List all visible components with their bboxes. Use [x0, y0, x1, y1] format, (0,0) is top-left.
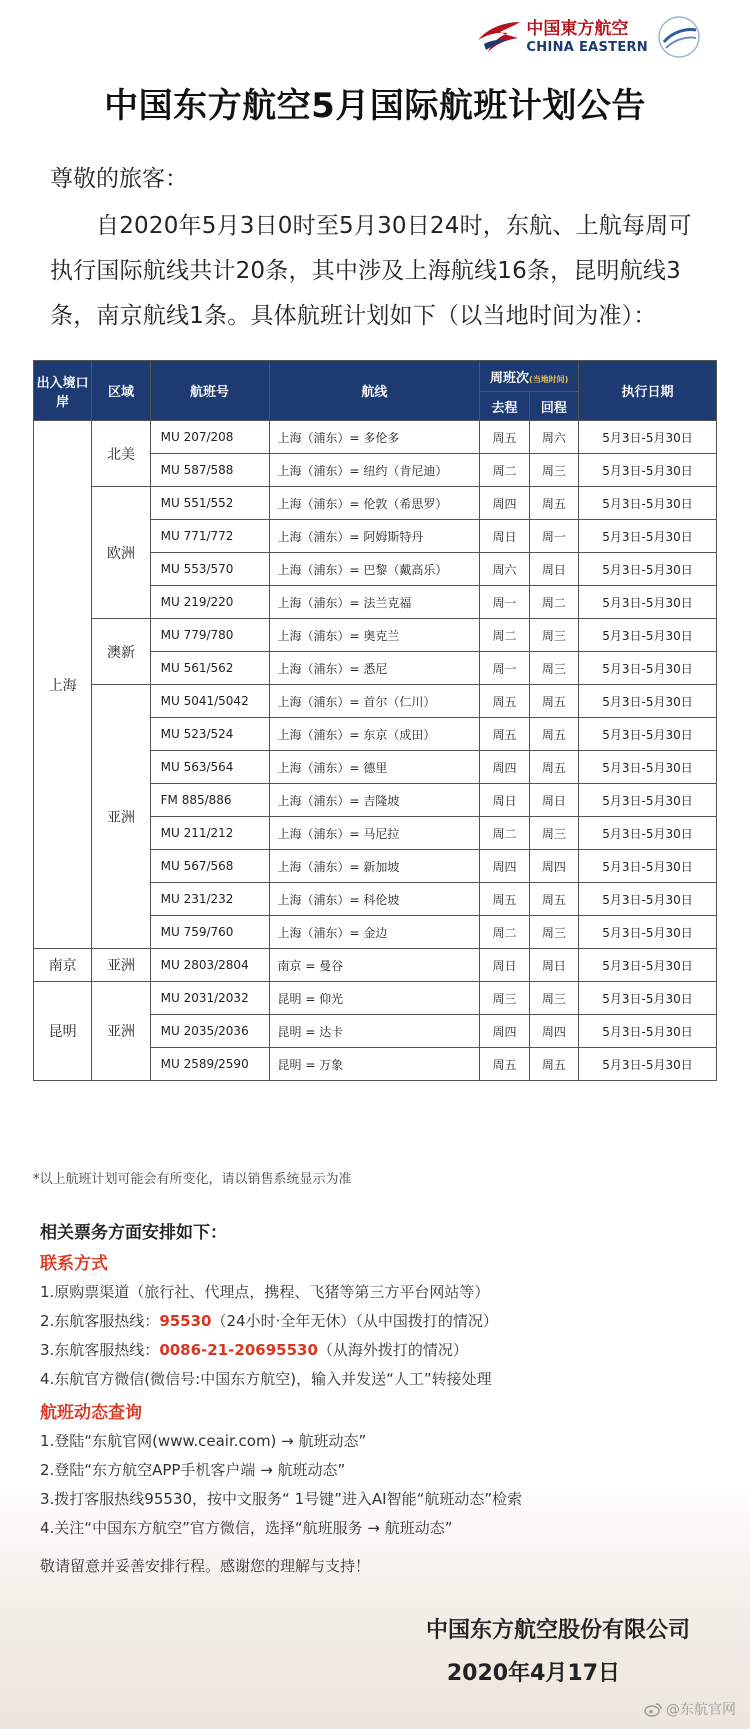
route-cell: 上海（浦东）= 马尼拉	[269, 817, 480, 850]
flight-number-cell: MU 2035/2036	[150, 1015, 269, 1048]
route-cell: 上海（浦东）= 新加坡	[269, 850, 480, 883]
table-row	[34, 685, 717, 718]
outbound-day-cell: 周四	[480, 751, 529, 784]
date-range-cell: 5月3日-5月30日	[579, 454, 717, 487]
header-outbound: 去程	[480, 392, 529, 421]
flight-number-cell: FM 885/886	[150, 784, 269, 817]
date-range-cell: 5月3日-5月30日	[579, 652, 717, 685]
region-cell: 亚洲	[92, 949, 150, 982]
route-cell: 上海（浦东）= 悉尼	[269, 652, 480, 685]
date-range-cell: 5月3日-5月30日	[579, 817, 717, 850]
outbound-day-cell: 周二	[480, 454, 529, 487]
header-flight: 航班号	[150, 361, 269, 421]
date-range-cell: 5月3日-5月30日	[579, 883, 717, 916]
outbound-day-cell: 周二	[480, 916, 529, 949]
status-item: 2.登陆“东方航空APP手机客户端 → 航班动态”	[40, 1461, 346, 1479]
header-port: 出入境口岸	[34, 361, 92, 421]
route-cell: 上海（浦东）= 阿姆斯特丹	[269, 520, 480, 553]
date-range-cell: 5月3日-5月30日	[579, 421, 717, 454]
flight-number-cell: MU 523/524	[150, 718, 269, 751]
route-cell: 上海（浦东）= 金边	[269, 916, 480, 949]
header-week-note: (当地时间)	[529, 374, 569, 384]
china-eastern-logo	[474, 14, 702, 60]
ticketing-heading: 相关票务方面安排如下：	[40, 1223, 227, 1243]
table-body	[34, 421, 717, 1081]
return-day-cell: 周三	[529, 916, 578, 949]
region-cell: 欧洲	[92, 487, 150, 619]
route-cell: 上海（浦东）= 吉隆坡	[269, 784, 480, 817]
return-day-cell: 周五	[529, 751, 578, 784]
table-note: *以上航班计划可能会有所变化，请以销售系统显示为准	[33, 1172, 352, 1187]
header-return: 回程	[529, 392, 578, 421]
route-cell: 上海（浦东）= 多伦多	[269, 421, 480, 454]
overseas-hotline-number[interactable]: 0086-21-20695530	[159, 1341, 318, 1359]
return-day-cell: 周日	[529, 949, 578, 982]
route-cell: 昆明 = 万象	[269, 1048, 480, 1081]
outbound-day-cell: 周四	[480, 1015, 529, 1048]
flight-number-cell: MU 771/772	[150, 520, 269, 553]
route-cell: 上海（浦东）= 科伦坡	[269, 883, 480, 916]
flight-number-cell: MU 561/562	[150, 652, 269, 685]
greeting: 尊敬的旅客：	[50, 166, 188, 192]
route-cell: 上海（浦东）= 奥克兰	[269, 619, 480, 652]
return-day-cell: 周三	[529, 982, 578, 1015]
flight-number-cell: MU 231/232	[150, 883, 269, 916]
outbound-day-cell: 周四	[480, 487, 529, 520]
route-cell: 上海（浦东）= 德里	[269, 751, 480, 784]
header-week	[480, 361, 579, 392]
outbound-day-cell: 周五	[480, 421, 529, 454]
weibo-watermark	[644, 1699, 736, 1719]
closing-text: 敬请留意并妥善安排行程。感谢您的理解与支持！	[40, 1557, 371, 1575]
logo-chinese-text: 中国東方航空	[526, 18, 629, 39]
outbound-day-cell: 周六	[480, 553, 529, 586]
date-range-cell: 5月3日-5月30日	[579, 553, 717, 586]
date-range-cell: 5月3日-5月30日	[579, 784, 717, 817]
date-range-cell: 5月3日-5月30日	[579, 751, 717, 784]
flight-number-cell: MU 211/212	[150, 817, 269, 850]
region-cell: 澳新	[92, 619, 150, 685]
date-range-cell: 5月3日-5月30日	[579, 685, 717, 718]
date-range-cell: 5月3日-5月30日	[579, 586, 717, 619]
contact-label: 3.东航客服热线：	[40, 1341, 160, 1359]
table-row	[34, 619, 717, 652]
outbound-day-cell: 周日	[480, 784, 529, 817]
header-region: 区域	[92, 361, 150, 421]
outbound-day-cell: 周三	[480, 982, 529, 1015]
date-range-cell: 5月3日-5月30日	[579, 487, 717, 520]
return-day-cell: 周五	[529, 1048, 578, 1081]
date-range-cell: 5月3日-5月30日	[579, 916, 717, 949]
header-route: 航线	[269, 361, 480, 421]
date-range-cell: 5月3日-5月30日	[579, 982, 717, 1015]
header-date: 执行日期	[579, 361, 717, 421]
return-day-cell: 周五	[529, 883, 578, 916]
outbound-day-cell: 周四	[480, 850, 529, 883]
route-cell: 南京 = 曼谷	[269, 949, 480, 982]
outbound-day-cell: 周日	[480, 949, 529, 982]
contact-item	[40, 1307, 720, 1336]
table-row	[34, 421, 717, 454]
return-day-cell: 周一	[529, 520, 578, 553]
flight-number-cell: MU 5041/5042	[150, 685, 269, 718]
contact-item: 4.东航官方微信(微信号:中国东方航空)，输入并发送“人工”转接处理	[40, 1370, 492, 1388]
status-item: 1.登陆“东航官网(www.ceair.com) → 航班动态”	[40, 1432, 367, 1450]
flight-number-cell: MU 207/208	[150, 421, 269, 454]
region-cell: 亚洲	[92, 685, 150, 949]
date-range-cell: 5月3日-5月30日	[579, 850, 717, 883]
outbound-day-cell: 周日	[480, 520, 529, 553]
return-day-cell: 周三	[529, 619, 578, 652]
return-day-cell: 周三	[529, 454, 578, 487]
date-range-cell: 5月3日-5月30日	[579, 1048, 717, 1081]
swallow-logo-icon	[474, 18, 522, 56]
flight-number-cell: MU 563/564	[150, 751, 269, 784]
company-signature: 中国东方航空股份有限公司	[425, 1618, 690, 1643]
logo-english-text: CHINA EASTERN	[526, 39, 648, 55]
outbound-day-cell: 周五	[480, 718, 529, 751]
flight-number-cell: MU 219/220	[150, 586, 269, 619]
route-cell: 上海（浦东）= 纽约（肯尼迪）	[269, 454, 480, 487]
region-cell: 亚洲	[92, 982, 150, 1081]
return-day-cell: 周日	[529, 784, 578, 817]
route-cell: 上海（浦东）= 法兰克福	[269, 586, 480, 619]
return-day-cell: 周三	[529, 652, 578, 685]
outbound-day-cell: 周一	[480, 586, 529, 619]
port-cell: 昆明	[34, 982, 92, 1081]
outbound-day-cell: 周二	[480, 817, 529, 850]
route-cell: 上海（浦东）= 东京（成田）	[269, 718, 480, 751]
flight-number-cell: MU 551/552	[150, 487, 269, 520]
hotline-number[interactable]: 95530	[159, 1312, 212, 1330]
outbound-day-cell: 周五	[480, 685, 529, 718]
weibo-icon	[644, 1702, 662, 1717]
flight-status-title: 航班动态查询	[40, 1403, 142, 1423]
route-cell: 昆明 = 达卡	[269, 1015, 480, 1048]
flight-number-cell: MU 2803/2804	[150, 949, 269, 982]
outbound-day-cell: 周五	[480, 883, 529, 916]
watermark-text: @东航官网	[666, 1702, 736, 1718]
return-day-cell: 周六	[529, 421, 578, 454]
flight-number-cell: MU 553/570	[150, 553, 269, 586]
skyteam-icon	[656, 14, 702, 60]
return-day-cell: 周五	[529, 718, 578, 751]
flight-number-cell: MU 2031/2032	[150, 982, 269, 1015]
contact-item	[40, 1336, 720, 1365]
contact-detail: （24小时·全年无休）（从中国拨打的情况）	[211, 1312, 498, 1330]
table-row	[34, 487, 717, 520]
return-day-cell: 周四	[529, 1015, 578, 1048]
outbound-day-cell: 周二	[480, 619, 529, 652]
flight-number-cell: MU 2589/2590	[150, 1048, 269, 1081]
route-cell: 上海（浦东）= 首尔（仁川）	[269, 685, 480, 718]
contact-label: 2.东航客服热线：	[40, 1312, 160, 1330]
region-cell: 北美	[92, 421, 150, 487]
contact-detail: （从海外拨打的情况）	[317, 1341, 468, 1359]
status-item: 3.拨打客服热线95530，按中文服务“ 1号键”进入AI智能“航班动态”检索	[40, 1490, 523, 1508]
date-range-cell: 5月3日-5月30日	[579, 619, 717, 652]
return-day-cell: 周二	[529, 586, 578, 619]
return-day-cell: 周四	[529, 850, 578, 883]
page-title: 中国东方航空5月国际航班计划公告	[104, 86, 646, 126]
table-row	[34, 949, 717, 982]
date-range-cell: 5月3日-5月30日	[579, 520, 717, 553]
contact-item: 1.原购票渠道（旅行社、代理点，携程、飞猪等第三方平台网站等）	[40, 1283, 490, 1301]
table-row	[34, 982, 717, 1015]
header-week-label: 周班次	[490, 370, 530, 386]
date-range-cell: 5月3日-5月30日	[579, 718, 717, 751]
route-cell: 昆明 = 仰光	[269, 982, 480, 1015]
intro-paragraph: 自2020年5月3日0时至5月30日24时，东航、上航每周可执行国际航线共计20条，其中涉及上海航线16条，昆明航线3条，南京航线1条。具体航班计划如下（以当地时间为准）：	[50, 213, 692, 329]
port-cell: 南京	[34, 949, 92, 982]
return-day-cell: 周五	[529, 487, 578, 520]
route-cell: 上海（浦东）= 伦敦（希思罗）	[269, 487, 480, 520]
signature-date: 2020年4月17日	[446, 1661, 620, 1686]
flight-number-cell: MU 587/588	[150, 454, 269, 487]
flight-number-cell: MU 567/568	[150, 850, 269, 883]
flight-schedule-table	[33, 360, 717, 1081]
flight-number-cell: MU 759/760	[150, 916, 269, 949]
return-day-cell: 周日	[529, 553, 578, 586]
return-day-cell: 周五	[529, 685, 578, 718]
port-cell: 上海	[34, 421, 92, 949]
flight-number-cell: MU 779/780	[150, 619, 269, 652]
date-range-cell: 5月3日-5月30日	[579, 1015, 717, 1048]
date-range-cell: 5月3日-5月30日	[579, 949, 717, 982]
return-day-cell: 周三	[529, 817, 578, 850]
outbound-day-cell: 周五	[480, 1048, 529, 1081]
contact-title: 联系方式	[40, 1254, 108, 1274]
status-item: 4.关注“中国东方航空”官方微信，选择“航班服务 → 航班动态”	[40, 1519, 453, 1537]
outbound-day-cell: 周一	[480, 652, 529, 685]
route-cell: 上海（浦东）= 巴黎（戴高乐）	[269, 553, 480, 586]
ticketing-section	[40, 1218, 720, 1576]
